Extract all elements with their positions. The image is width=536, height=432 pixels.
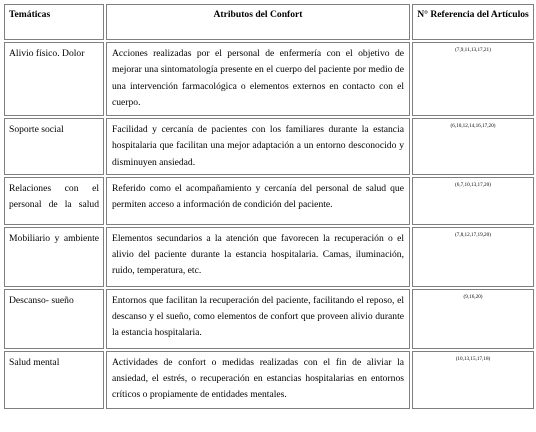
cell-tematica: Relaciones con el personal de la salud — [4, 177, 104, 225]
cell-atributo: Acciones realizadas por el personal de enfermería con el objetivo de mejorar una sintomatología presente en el cuerpo del paciente por medio de una intervención farmacológica o elementos externos en contacto con el cuerpo. — [106, 42, 410, 116]
cell-tematica: Mobiliario y ambiente — [4, 227, 104, 287]
cell-atributo: Referido como el acompañamiento y cercanía del personal de salud que permiten acceso a información de condición del paciente. — [106, 177, 410, 225]
table-row — [4, 289, 534, 349]
cell-tematica: Soporte social — [4, 118, 104, 175]
table-row — [4, 351, 534, 409]
table-row — [4, 227, 534, 287]
cell-tematica: Salud mental — [4, 351, 104, 409]
cell-referencia: (10,13,15,17,18) — [412, 351, 534, 409]
header-atributos: Atributos del Confort — [106, 4, 410, 40]
cell-referencia: (6,7,10,13,17,20) — [412, 177, 534, 225]
table-header-row — [4, 4, 534, 40]
table-row — [4, 42, 534, 116]
cell-atributo: Entornos que facilitan la recuperación del paciente, facilitando el reposo, el descanso y el sueño, como elementos de confort que proveen alivio durante la estancia hospitalaria. — [106, 289, 410, 349]
cell-referencia: (9,16,20) — [412, 289, 534, 349]
header-referencia: N° Referencia del Artículos — [412, 4, 534, 40]
cell-referencia: (7,9,11,13,17,21) — [412, 42, 534, 116]
cell-referencia: (6,10,12,14,16,17,20) — [412, 118, 534, 175]
confort-attributes-table — [2, 2, 536, 411]
cell-referencia: (7,8,12,17,19,20) — [412, 227, 534, 287]
cell-atributo: Elementos secundarios a la atención que favorecen la recuperación o el alivio del paciente durante la estancia hospitalaria. Camas, iluminación, ruido, temperatura, etc. — [106, 227, 410, 287]
table-row — [4, 177, 534, 225]
cell-tematica: Alivio físico. Dolor — [4, 42, 104, 116]
header-tematicas: Temáticas — [4, 4, 104, 40]
cell-atributo: Facilidad y cercanía de pacientes con los familiares durante la estancia hospitalaria que facilitan una mejor adaptación a un entorno desconocido y disminuyen ansiedad. — [106, 118, 410, 175]
cell-atributo: Actividades de confort o medidas realizadas con el fin de aliviar la ansiedad, el estrés, o recuperación en estancias hospitalarias en entornos críticos o propiamente de entidades mentales. — [106, 351, 410, 409]
cell-tematica: Descanso- sueño — [4, 289, 104, 349]
table-row — [4, 118, 534, 175]
